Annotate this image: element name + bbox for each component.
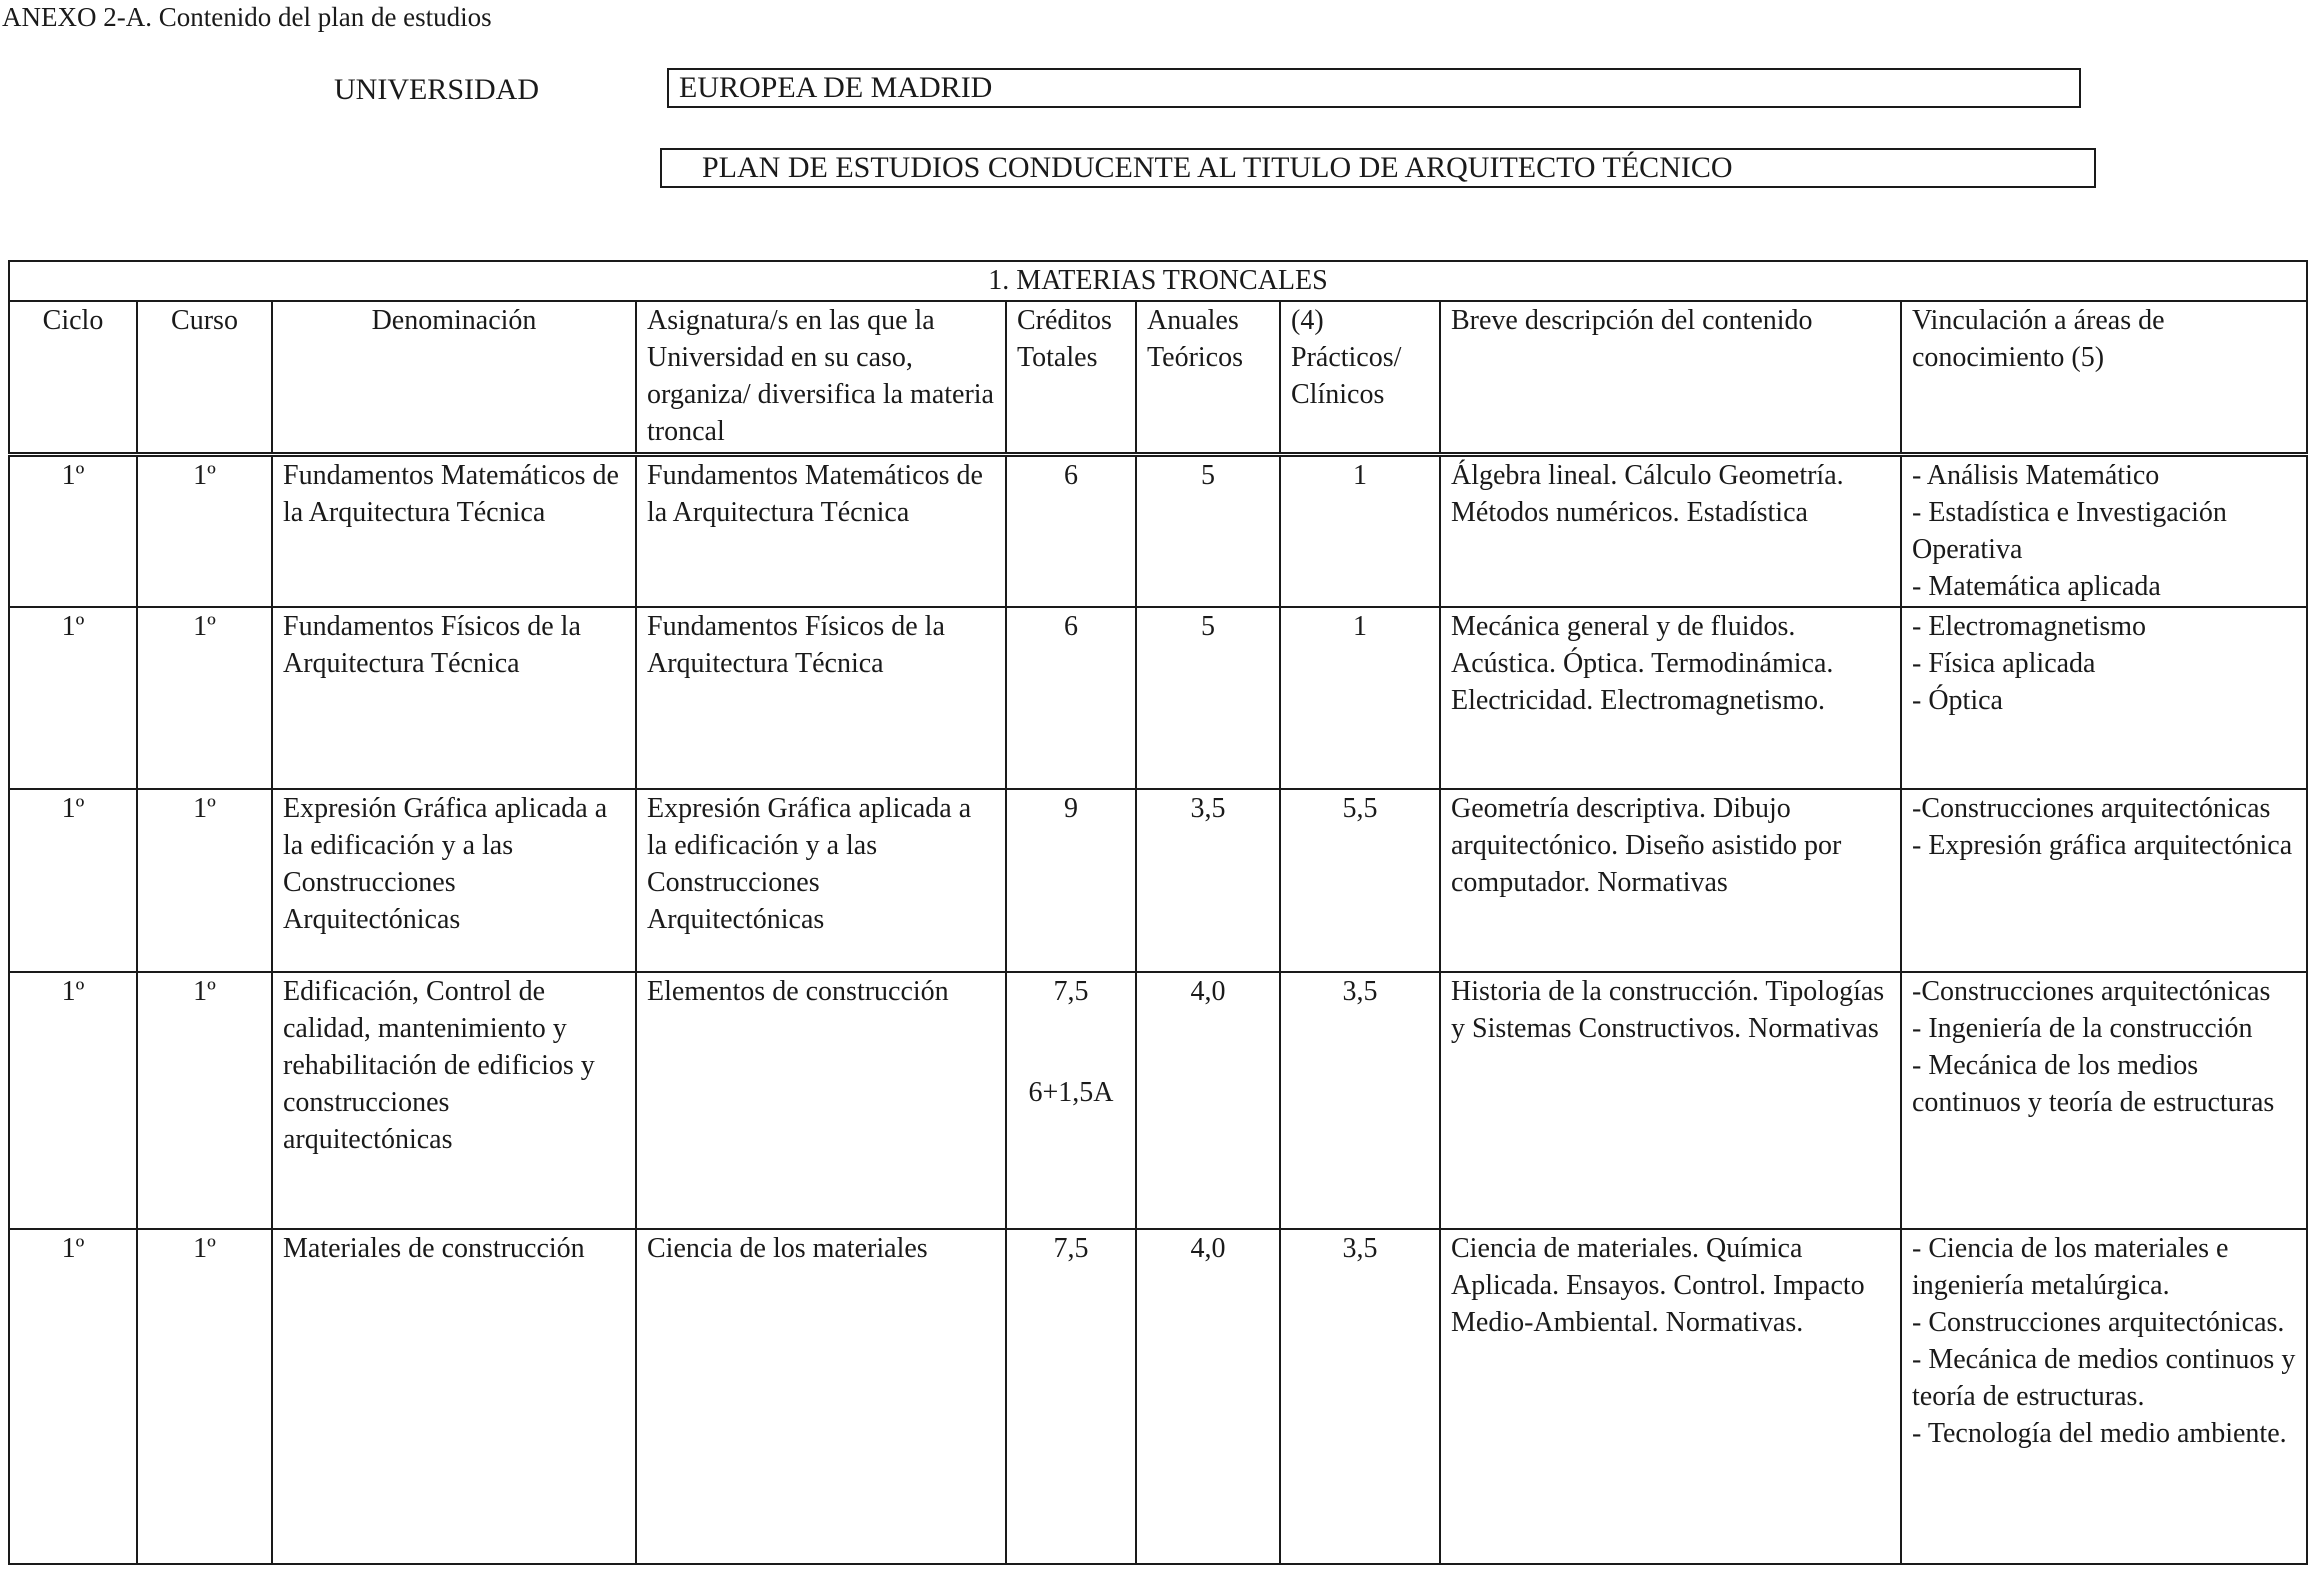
cell-descripcion: Mecánica general y de fluidos. Acústica. Óptica. Termodinámica. Electricidad. Electromagnetismo.: [1440, 607, 1901, 789]
creditos-value: 6: [1064, 610, 1078, 642]
cell-descripcion: Geometría descriptiva. Dibujo arquitectónico. Diseño asistido por computador. Normativas: [1440, 789, 1901, 971]
cell-curso: 1º: [137, 789, 272, 971]
header-vinculacion: Vinculación a áreas de conocimiento (5): [1901, 301, 2307, 455]
cell-denominacion: Expresión Gráfica aplicada a la edificación y a las Construcciones Arquitectónicas: [272, 789, 636, 971]
knowledge-area: - Óptica: [1912, 684, 2003, 716]
header-row: [9, 301, 2307, 455]
knowledge-area: - Ingeniería de la construcción: [1912, 1012, 2253, 1044]
cell-ciclo: 1º: [9, 972, 137, 1230]
cell-creditos: [1006, 789, 1136, 971]
header-creditos: Créditos Totales: [1006, 301, 1136, 455]
knowledge-area: - Tecnología del medio ambiente.: [1912, 1418, 2287, 1450]
knowledge-area: - Electromagnetismo: [1912, 610, 2147, 642]
cell-asignatura: Ciencia de los materiales: [636, 1229, 1006, 1564]
cell-curso: 1º: [137, 607, 272, 789]
cell-denominacion: Fundamentos Matemáticos de la Arquitectura Técnica: [272, 455, 636, 607]
cell-ciclo: 1º: [9, 1229, 137, 1564]
cell-creditos: [1006, 1229, 1136, 1564]
creditos-value: 7,5: [1053, 975, 1089, 1007]
university-name-box: EUROPEA DE MADRID: [667, 68, 2081, 108]
knowledge-area: -Construcciones arquitectónicas: [1912, 793, 2271, 825]
knowledge-area: - Análisis Matemático: [1912, 460, 2160, 492]
knowledge-area: - Mecánica de los medios continuos y teoría de estructuras: [1912, 1049, 2275, 1118]
cell-teoricos: 4,0: [1136, 972, 1280, 1230]
knowledge-area: - Ciencia de los materiales e ingeniería metalúrgica.: [1912, 1233, 2229, 1302]
cell-creditos: [1006, 607, 1136, 789]
cell-creditos: [1006, 455, 1136, 607]
header-anuales: Anuales Teóricos: [1136, 301, 1280, 455]
cell-ciclo: 1º: [9, 455, 137, 607]
cell-practicos: 1: [1280, 455, 1440, 607]
header-ciclo: Ciclo: [9, 301, 137, 455]
table-row: [9, 1229, 2307, 1564]
knowledge-area: - Expresión gráfica arquitectónica: [1912, 830, 2293, 862]
plan-title-box: PLAN DE ESTUDIOS CONDUCENTE AL TITULO DE ARQUITECTO TÉCNICO: [660, 148, 2096, 188]
cell-denominacion: Edificación, Control de calidad, mantenimiento y rehabilitación de edificios y construcciones arquitectónicas: [272, 972, 636, 1230]
cell-creditos: [1006, 972, 1136, 1230]
university-label: UNIVERSIDAD: [334, 73, 539, 106]
knowledge-area: - Construcciones arquitectónicas.: [1912, 1307, 2285, 1339]
cell-asignatura: Expresión Gráfica aplicada a la edificación y a las Construcciones Arquitectónicas: [636, 789, 1006, 971]
section-title: 1. MATERIAS TRONCALES: [9, 261, 2307, 301]
cell-denominacion: Fundamentos Físicos de la Arquitectura Técnica: [272, 607, 636, 789]
cell-practicos: 3,5: [1280, 1229, 1440, 1564]
cell-curso: 1º: [137, 972, 272, 1230]
header-asignatura: Asignatura/s en las que la Universidad en su caso, organiza/ diversifica la materia troncal: [636, 301, 1006, 455]
cell-vinculacion: [1901, 607, 2307, 789]
cell-vinculacion: [1901, 972, 2307, 1230]
knowledge-area: - Mecánica de medios continuos y teoría de estructuras.: [1912, 1344, 2296, 1413]
cell-practicos: 5,5: [1280, 789, 1440, 971]
cell-ciclo: 1º: [9, 607, 137, 789]
creditos-value: 6: [1064, 460, 1078, 492]
cell-descripcion: Álgebra lineal. Cálculo Geometría. Métodos numéricos. Estadística: [1440, 455, 1901, 607]
creditos-breakdown: 6+1,5A: [1028, 1076, 1114, 1108]
cell-teoricos: 5: [1136, 455, 1280, 607]
cell-denominacion: Materiales de construcción: [272, 1229, 636, 1564]
header-curso: Curso: [137, 301, 272, 455]
cell-vinculacion: [1901, 455, 2307, 607]
cell-curso: 1º: [137, 455, 272, 607]
table-row: [9, 789, 2307, 971]
table-row: [9, 607, 2307, 789]
cell-teoricos: 4,0: [1136, 1229, 1280, 1564]
cell-curso: 1º: [137, 1229, 272, 1564]
knowledge-area: - Física aplicada: [1912, 647, 2096, 679]
cell-asignatura: Elementos de construcción: [636, 972, 1006, 1230]
cell-practicos: 1: [1280, 607, 1440, 789]
header-descripcion: Breve descripción del contenido: [1440, 301, 1901, 455]
cell-asignatura: Fundamentos Físicos de la Arquitectura Técnica: [636, 607, 1006, 789]
cell-teoricos: 5: [1136, 607, 1280, 789]
knowledge-area: - Estadística e Investigación Operativa: [1912, 497, 2227, 566]
cell-descripcion: Historia de la construcción. Tipologías y Sistemas Constructivos. Normativas: [1440, 972, 1901, 1230]
table-row: [9, 972, 2307, 1230]
creditos-value: 9: [1064, 793, 1078, 825]
cell-teoricos: 3,5: [1136, 789, 1280, 971]
cell-descripcion: Ciencia de materiales. Química Aplicada. Ensayos. Control. Impacto Medio-Ambiental. Normativas.: [1440, 1229, 1901, 1564]
curriculum-table: [8, 260, 2308, 1565]
cell-asignatura: Fundamentos Matemáticos de la Arquitectura Técnica: [636, 455, 1006, 607]
cell-vinculacion: [1901, 1229, 2307, 1564]
knowledge-area: - Matemática aplicada: [1912, 571, 2161, 603]
header-practicos: (4) Prácticos/ Clínicos: [1280, 301, 1440, 455]
cell-practicos: 3,5: [1280, 972, 1440, 1230]
knowledge-area: -Construcciones arquitectónicas: [1912, 975, 2271, 1007]
creditos-value: 7,5: [1053, 1233, 1089, 1265]
table-row: [9, 455, 2307, 607]
header-denominacion: Denominación: [272, 301, 636, 455]
document-caption: ANEXO 2-A. Contenido del plan de estudios: [2, 2, 492, 32]
cell-vinculacion: [1901, 789, 2307, 971]
cell-ciclo: 1º: [9, 789, 137, 971]
